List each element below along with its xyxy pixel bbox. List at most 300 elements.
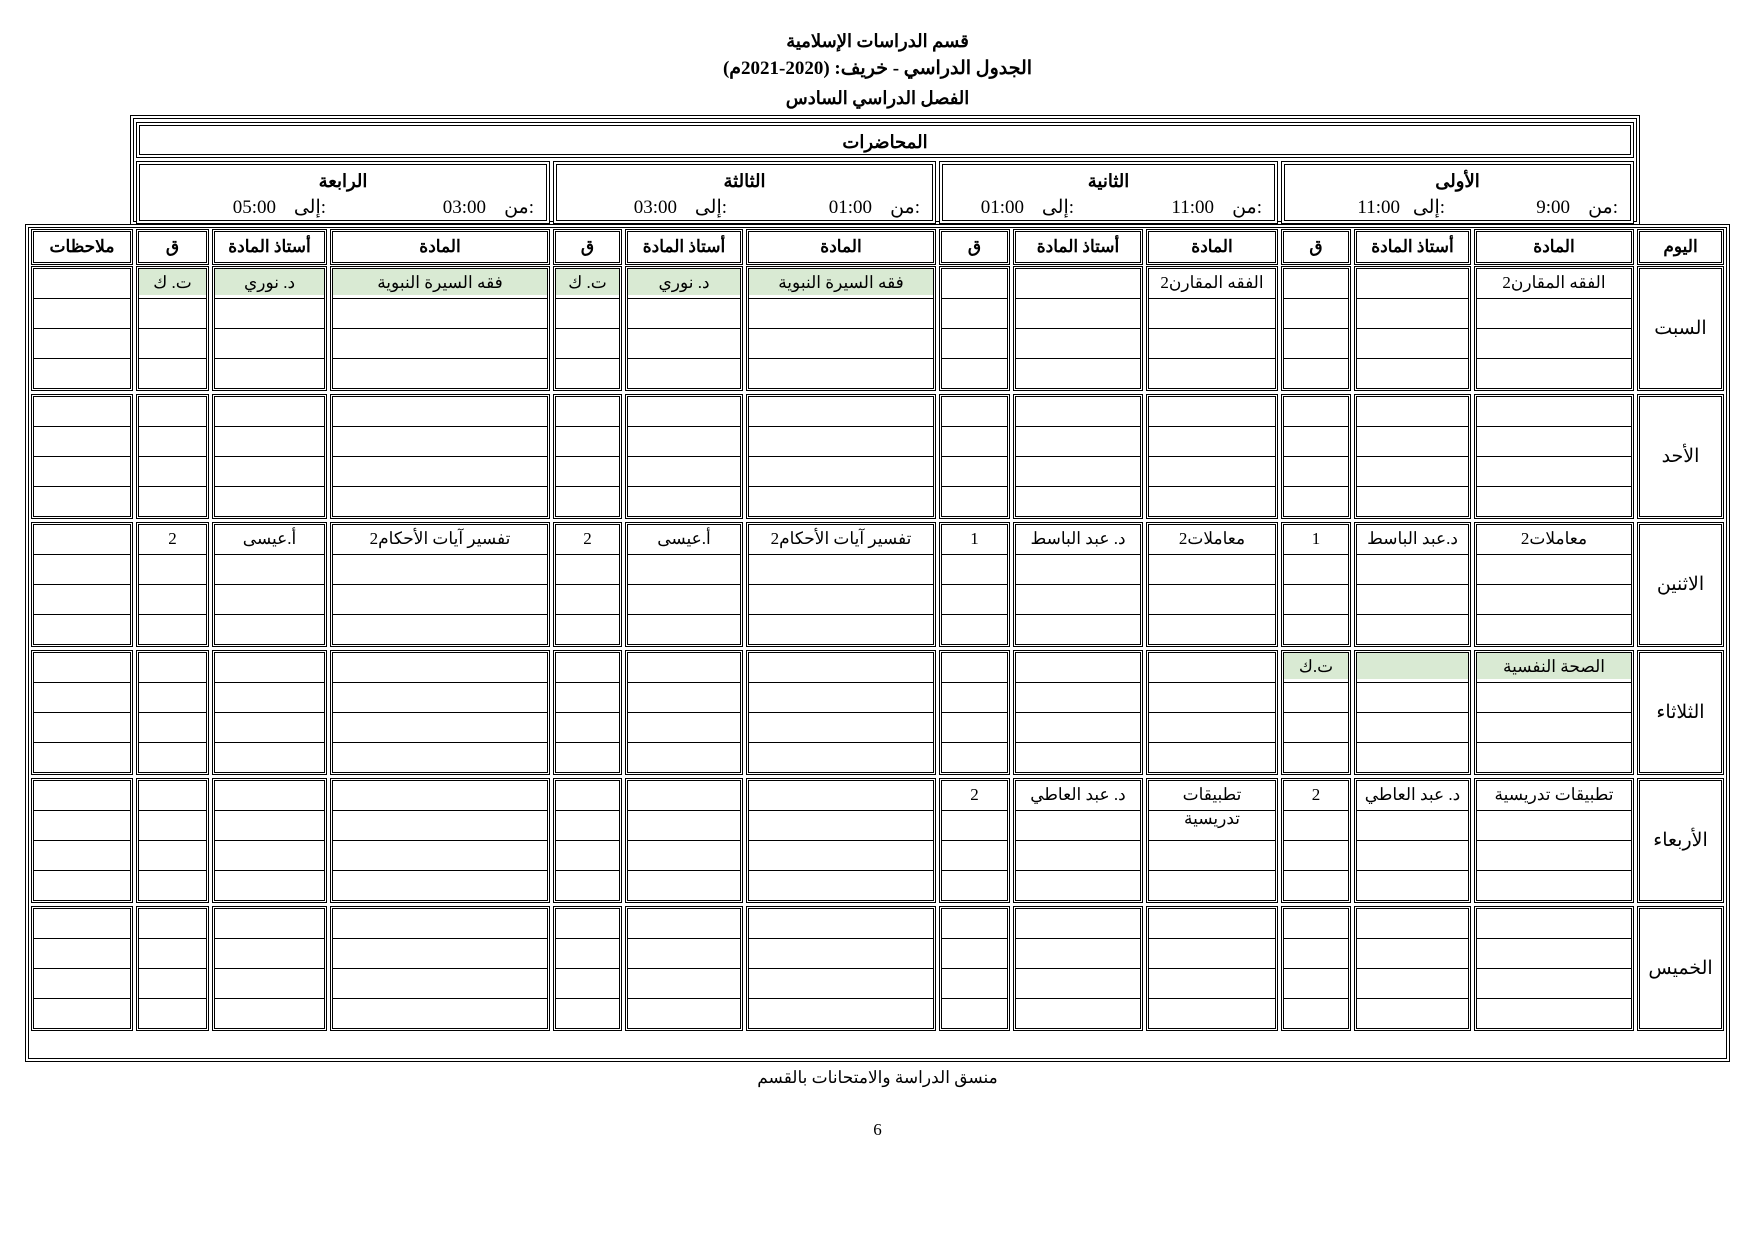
row-divider <box>333 938 547 939</box>
row-divider <box>628 554 740 555</box>
col-header-label: ملاحظات <box>49 237 115 256</box>
entry-sat-p2-teacher <box>1016 269 1140 295</box>
row-divider <box>139 870 206 871</box>
row-divider <box>628 968 740 969</box>
row-divider <box>556 742 619 743</box>
row-divider <box>749 614 933 615</box>
row-divider <box>749 584 933 585</box>
row-divider <box>556 456 619 457</box>
row-divider <box>1284 584 1348 585</box>
row-divider <box>1477 840 1631 841</box>
cell-sun-p2-teacher <box>1013 394 1143 519</box>
row-divider <box>333 328 547 329</box>
department-title: قسم الدراسات الإسلامية <box>786 31 969 51</box>
cell-thu-p3-subject <box>746 906 936 1031</box>
row-divider <box>749 938 933 939</box>
period-2-to: 01:00 <box>980 197 1024 218</box>
row-divider <box>628 298 740 299</box>
row-divider <box>34 870 130 871</box>
entry-mon-p1-teacher: د.عبد الباسط <box>1367 529 1458 548</box>
row-divider <box>942 298 1007 299</box>
row-divider <box>139 456 206 457</box>
cell-tue-notes <box>31 650 133 775</box>
row-divider <box>749 712 933 713</box>
cell-thu-p1-hall <box>1281 906 1351 1031</box>
row-divider <box>628 742 740 743</box>
row-divider <box>333 298 547 299</box>
row-divider <box>1149 298 1275 299</box>
coordinator-label: منسق الدراسة والامتحانات بالقسم <box>757 1068 998 1087</box>
row-divider <box>749 742 933 743</box>
row-divider <box>1357 742 1468 743</box>
row-divider <box>1149 614 1275 615</box>
period-3-from: 01:00 <box>828 197 872 218</box>
entry-wed-p2-subject-line2: تدريسية <box>1183 809 1240 828</box>
col-header-label: المادة <box>419 237 461 256</box>
period-4-from-label: من: <box>504 197 534 218</box>
row-divider <box>1357 328 1468 329</box>
row-divider <box>1284 998 1348 999</box>
cell-mon-day <box>1637 522 1724 647</box>
row-divider <box>1149 742 1275 743</box>
period-2-from-label: من: <box>1232 197 1262 218</box>
row-divider <box>556 968 619 969</box>
row-divider <box>1284 358 1348 359</box>
row-divider <box>139 712 206 713</box>
row-divider <box>1357 358 1468 359</box>
cell-sat-notes <box>31 266 133 391</box>
row-divider <box>556 426 619 427</box>
row-divider <box>1016 938 1140 939</box>
row-divider <box>1149 554 1275 555</box>
row-divider <box>34 742 130 743</box>
row-divider <box>749 810 933 811</box>
row-divider <box>1477 870 1631 871</box>
row-divider <box>1284 938 1348 939</box>
row-divider <box>556 298 619 299</box>
entry-sat-p4-subject: فقه السيرة النبوية <box>333 269 547 295</box>
row-divider <box>333 584 547 585</box>
col-header-label: المادة <box>1191 237 1233 256</box>
row-divider <box>1149 968 1275 969</box>
entry-tue-p1-hall: ت.ك <box>1284 653 1348 679</box>
row-divider <box>1357 938 1468 939</box>
row-divider <box>139 810 206 811</box>
cell-mon-notes <box>31 522 133 647</box>
col-header-p2-subject <box>1146 229 1278 265</box>
row-divider <box>556 614 619 615</box>
entry-wed-p2-hall: 2 <box>970 785 979 804</box>
row-divider <box>139 840 206 841</box>
entry-sat-p1-teacher <box>1357 269 1468 295</box>
row-divider <box>628 998 740 999</box>
period-2-from: 11:00 <box>1171 197 1214 218</box>
row-divider <box>1016 456 1140 457</box>
row-divider <box>942 998 1007 999</box>
row-divider <box>333 426 547 427</box>
lectures-label: المحاضرات <box>842 132 928 152</box>
entry-sat-p1-hall <box>1284 269 1348 295</box>
entry-sat-p1-subject: الفقه المقارن2 <box>1502 273 1606 292</box>
entry-sat-p2-hall <box>942 269 1007 295</box>
row-divider <box>1016 426 1140 427</box>
cell-sun-p4-teacher <box>212 394 327 519</box>
cell-tue-p3-subject <box>746 650 936 775</box>
row-divider <box>34 486 130 487</box>
row-divider <box>749 840 933 841</box>
cell-sun-p2-subject <box>1146 394 1278 519</box>
row-divider <box>139 426 206 427</box>
row-divider <box>1357 998 1468 999</box>
row-divider <box>34 426 130 427</box>
col-header-label: أستاذ المادة <box>642 237 726 256</box>
row-divider <box>942 456 1007 457</box>
col-header-p3-teacher <box>625 229 743 265</box>
row-divider <box>34 682 130 683</box>
cell-thu-p4-subject <box>330 906 550 1031</box>
row-divider <box>628 712 740 713</box>
row-divider <box>556 840 619 841</box>
period-1-from: 9:00 <box>1536 197 1570 218</box>
row-divider <box>1016 358 1140 359</box>
cell-wed-notes <box>31 778 133 903</box>
row-divider <box>333 998 547 999</box>
entry-mon-p1-hall: 1 <box>1311 529 1321 548</box>
row-divider <box>628 682 740 683</box>
row-divider <box>1477 614 1631 615</box>
col-header-p4-subject <box>330 229 550 265</box>
col-header-label: ق <box>967 237 982 256</box>
col-header-p3-hall <box>553 229 622 265</box>
row-divider <box>215 938 324 939</box>
col-header-p1-teacher <box>1354 229 1471 265</box>
row-divider <box>942 742 1007 743</box>
period-1-name: الأولى <box>1435 171 1480 191</box>
row-divider <box>556 682 619 683</box>
row-divider <box>749 328 933 329</box>
row-divider <box>1284 810 1348 811</box>
row-divider <box>556 870 619 871</box>
row-divider <box>1477 742 1631 743</box>
row-divider <box>215 870 324 871</box>
row-divider <box>556 810 619 811</box>
row-divider <box>1357 298 1468 299</box>
row-divider <box>1016 742 1140 743</box>
row-divider <box>333 358 547 359</box>
row-divider <box>1477 584 1631 585</box>
col-header-p1-hall <box>1281 229 1351 265</box>
cell-sun-p1-hall <box>1281 394 1351 519</box>
row-divider <box>942 584 1007 585</box>
row-divider <box>34 328 130 329</box>
row-divider <box>556 998 619 999</box>
row-divider <box>34 554 130 555</box>
row-divider <box>942 486 1007 487</box>
entry-mon-p4-hall: 2 <box>168 529 177 548</box>
col-header-p4-hall <box>136 229 209 265</box>
cell-sun-p3-subject <box>746 394 936 519</box>
row-divider <box>556 584 619 585</box>
row-divider <box>628 938 740 939</box>
entry-tue-p1-subject: الصحة النفسية <box>1477 653 1631 679</box>
row-divider <box>215 298 324 299</box>
row-divider <box>1016 870 1140 871</box>
row-divider <box>749 426 933 427</box>
cell-tue-p4-subject <box>330 650 550 775</box>
period-4-name: الرابعة <box>318 171 368 191</box>
row-divider <box>34 840 130 841</box>
period-1-box <box>1281 161 1634 224</box>
cell-thu-day <box>1637 906 1724 1031</box>
col-header-label: أستاذ المادة <box>228 237 311 256</box>
entry-wed-p1-subject: تطبيقات تدريسية <box>1494 785 1614 804</box>
row-divider <box>1284 426 1348 427</box>
cell-sun-p4-hall <box>136 394 209 519</box>
row-divider <box>556 486 619 487</box>
cell-wed-p3-hall <box>553 778 622 903</box>
row-divider <box>1284 840 1348 841</box>
row-divider <box>1357 682 1468 683</box>
row-divider <box>1016 554 1140 555</box>
row-divider <box>139 614 206 615</box>
cell-sun-p1-teacher <box>1354 394 1471 519</box>
row-divider <box>1357 810 1468 811</box>
row-divider <box>628 456 740 457</box>
row-divider <box>1016 998 1140 999</box>
col-header-label: اليوم <box>1663 237 1698 256</box>
entry-sat-p4-teacher: د. نوري <box>215 269 324 295</box>
row-divider <box>1016 712 1140 713</box>
row-divider <box>1016 840 1140 841</box>
row-divider <box>1357 584 1468 585</box>
cell-thu-p4-teacher <box>212 906 327 1031</box>
cell-sun-day <box>1637 394 1724 519</box>
row-divider <box>333 810 547 811</box>
row-divider <box>1357 456 1468 457</box>
cell-thu-p4-hall <box>136 906 209 1031</box>
entry-wed-p2-subject: تطبيقات <box>1182 785 1242 804</box>
row-divider <box>139 968 206 969</box>
row-divider <box>1016 328 1140 329</box>
row-divider <box>1477 298 1631 299</box>
row-divider <box>1284 614 1348 615</box>
row-divider <box>1477 358 1631 359</box>
row-divider <box>1357 840 1468 841</box>
period-3-to-label: إلى: <box>694 197 727 218</box>
cell-thu-p2-subject <box>1146 906 1278 1031</box>
entry-wed-p1-hall: 2 <box>1311 785 1321 804</box>
row-divider <box>139 742 206 743</box>
row-divider <box>215 840 324 841</box>
cell-thu-p2-teacher <box>1013 906 1143 1031</box>
period-3-name: الثالثة <box>723 171 766 191</box>
schedule-title: الجدول الدراسي - خريف: (2020-2021م) <box>722 58 1033 79</box>
cell-thu-p3-hall <box>553 906 622 1031</box>
row-divider <box>1357 968 1468 969</box>
row-divider <box>1149 840 1275 841</box>
row-divider <box>556 358 619 359</box>
entry-mon-p2-hall: 1 <box>970 529 979 548</box>
entry-mon-p3-hall: 2 <box>583 529 592 548</box>
row-divider <box>942 840 1007 841</box>
row-divider <box>1016 682 1140 683</box>
entry-mon-p4-teacher: أ.عيسى <box>242 529 297 548</box>
row-divider <box>1284 870 1348 871</box>
row-divider <box>139 328 206 329</box>
row-divider <box>628 840 740 841</box>
cell-tue-p3-teacher <box>625 650 743 775</box>
row-divider <box>1477 486 1631 487</box>
row-divider <box>942 968 1007 969</box>
row-divider <box>215 614 324 615</box>
row-divider <box>1357 486 1468 487</box>
row-divider <box>628 584 740 585</box>
cell-thu-notes <box>31 906 133 1031</box>
row-divider <box>942 554 1007 555</box>
row-divider <box>1149 938 1275 939</box>
cell-tue-p3-hall <box>553 650 622 775</box>
row-divider <box>1477 968 1631 969</box>
row-divider <box>34 358 130 359</box>
row-divider <box>333 968 547 969</box>
row-divider <box>333 870 547 871</box>
entry-mon-p3-subject: تفسير آيات الأحكام2 <box>770 529 912 548</box>
row-divider <box>1477 682 1631 683</box>
period-2-box <box>939 161 1278 224</box>
col-header-label: ق <box>580 237 595 256</box>
entry-sat-p4-hall: ت. ك <box>139 269 206 295</box>
row-divider <box>34 298 130 299</box>
row-divider <box>1284 298 1348 299</box>
cell-thu-p1-subject <box>1474 906 1634 1031</box>
cell-wed-p4-teacher <box>212 778 327 903</box>
row-divider <box>34 712 130 713</box>
day-label: الاثنين <box>1656 573 1705 595</box>
entry-mon-p4-subject: تفسير آيات الأحكام2 <box>369 529 511 548</box>
cell-wed-p4-subject <box>330 778 550 903</box>
col-header-p2-teacher <box>1013 229 1143 265</box>
row-divider <box>1149 358 1275 359</box>
row-divider <box>1357 712 1468 713</box>
row-divider <box>139 358 206 359</box>
row-divider <box>34 810 130 811</box>
row-divider <box>34 584 130 585</box>
entry-sat-p2-subject: الفقه المقارن2 <box>1160 273 1264 292</box>
row-divider <box>1149 712 1275 713</box>
row-divider <box>1357 426 1468 427</box>
period-3-from-label: من: <box>890 197 920 218</box>
row-divider <box>1477 554 1631 555</box>
cell-wed-p3-teacher <box>625 778 743 903</box>
row-divider <box>942 682 1007 683</box>
row-divider <box>215 554 324 555</box>
row-divider <box>34 456 130 457</box>
row-divider <box>749 998 933 999</box>
row-divider <box>942 426 1007 427</box>
col-header-label: المادة <box>820 237 862 256</box>
cell-tue-day <box>1637 650 1724 775</box>
day-label: الخميس <box>1648 957 1713 979</box>
row-divider <box>749 456 933 457</box>
row-divider <box>215 810 324 811</box>
period-3-box <box>553 161 936 224</box>
row-divider <box>215 328 324 329</box>
period-4-box <box>136 161 550 224</box>
cell-tue-p2-subject <box>1146 650 1278 775</box>
period-4-to-label: إلى: <box>293 197 326 218</box>
row-divider <box>1149 426 1275 427</box>
row-divider <box>749 298 933 299</box>
day-label: الأحد <box>1661 445 1700 467</box>
cell-sun-p3-teacher <box>625 394 743 519</box>
row-divider <box>215 426 324 427</box>
row-divider <box>1284 554 1348 555</box>
col-header-label: أستاذ المادة <box>1036 237 1120 256</box>
lectures-banner <box>136 122 1634 158</box>
row-divider <box>1477 810 1631 811</box>
row-divider <box>1477 426 1631 427</box>
row-divider <box>333 742 547 743</box>
row-divider <box>628 426 740 427</box>
row-divider <box>139 584 206 585</box>
col-header-p1-subject <box>1474 229 1634 265</box>
row-divider <box>1284 456 1348 457</box>
row-divider <box>215 712 324 713</box>
row-divider <box>556 328 619 329</box>
row-divider <box>1149 486 1275 487</box>
row-divider <box>1357 554 1468 555</box>
row-divider <box>1477 328 1631 329</box>
row-divider <box>749 870 933 871</box>
col-header-day <box>1637 229 1724 265</box>
row-divider <box>1149 682 1275 683</box>
row-divider <box>1149 998 1275 999</box>
semester-title: الفصل الدراسي السادس <box>785 88 970 108</box>
row-divider <box>139 298 206 299</box>
row-divider <box>628 614 740 615</box>
row-divider <box>34 614 130 615</box>
period-1-from-label: من: <box>1588 197 1618 218</box>
col-header-notes <box>31 229 133 265</box>
row-divider <box>333 456 547 457</box>
row-divider <box>215 584 324 585</box>
row-divider <box>139 938 206 939</box>
row-divider <box>34 968 130 969</box>
col-header-label: ق <box>165 237 180 256</box>
row-divider <box>333 486 547 487</box>
row-divider <box>215 998 324 999</box>
row-divider <box>1284 682 1348 683</box>
cell-wed-p4-hall <box>136 778 209 903</box>
cell-tue-p4-teacher <box>212 650 327 775</box>
entry-mon-p1-subject: معاملات2 <box>1520 529 1588 548</box>
row-divider <box>942 358 1007 359</box>
row-divider <box>215 682 324 683</box>
row-divider <box>1284 968 1348 969</box>
row-divider <box>628 328 740 329</box>
row-divider <box>215 456 324 457</box>
row-divider <box>1016 614 1140 615</box>
row-divider <box>1149 870 1275 871</box>
entry-mon-p3-teacher: أ.عيسى <box>657 529 711 548</box>
cell-thu-p2-hall <box>939 906 1010 1031</box>
row-divider <box>139 998 206 999</box>
row-divider <box>215 358 324 359</box>
row-divider <box>139 682 206 683</box>
row-divider <box>1016 584 1140 585</box>
row-divider <box>628 810 740 811</box>
entry-sat-p3-subject: فقه السيرة النبوية <box>749 269 933 295</box>
